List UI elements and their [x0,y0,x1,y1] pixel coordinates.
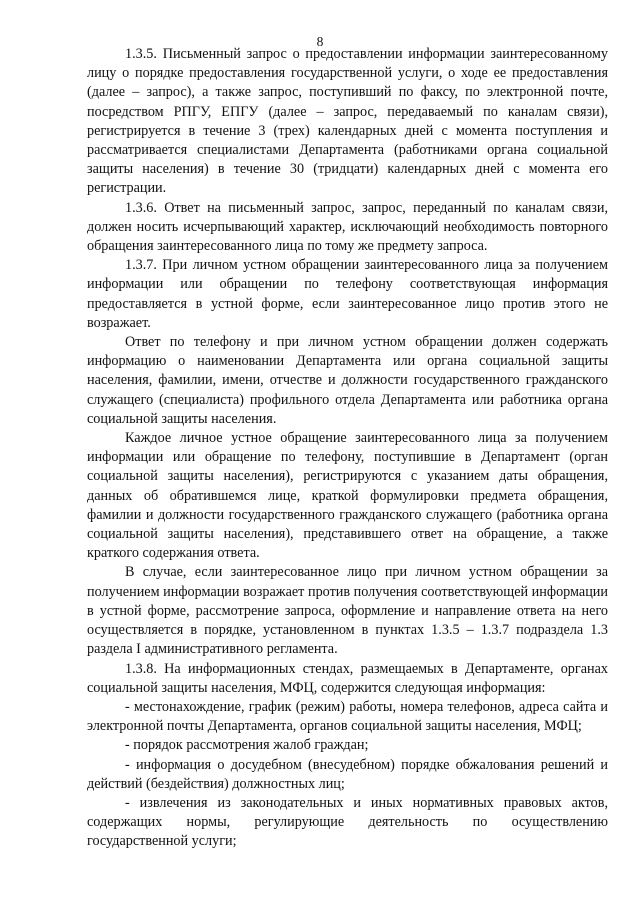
paragraph-1-3-5: 1.3.5. Письменный запрос о предоставлении информации заинтересованному лицу о порядке предоставления государственной услуги, о ходе ее предоставления (далее – запрос), а также запрос, поступивший по факсу, по электронной почте, посредством РПГУ, ЕПГУ (далее – запрос, передаваемый по каналам связи), регистрируется в течение 3 (трех) календарных дней с момента поступления и рассматривается специалистами Департамента (работниками органа социальной защиты населения) в течение 30 (тридцати) календарных дней с момента его регистрации. [87,46,608,197]
list-item-appeal: - информация о досудебном (внесудебном) порядке обжалования решений и действий (бездействия) должностных лиц; [87,756,608,792]
paragraph-1-3-6: 1.3.6. Ответ на письменный запрос, запрос, переданный по каналам связи, должен носить исчерпывающий характер, исключающий необходимость повторного обращения заинтересованного лица по тому же предмету запроса. [87,199,608,255]
page-number: 8 [316,34,324,49]
body-text [87,45,608,852]
paragraph-phone-answer: Ответ по телефону и при личном устном обращении должен содержать информацию о наименовании Департамента или органа социальной защиты населения, фамилии, имени, отчестве и должности государственного гражданского служащего (специалиста) профильного отдела Департамента или работника органа социальной защиты населения. [87,334,608,427]
list-item-location: - местонахождение, график (режим) работы, номера телефонов, адреса сайта и электронной почты Департамента, органов социальной защиты населения, МФЦ; [87,698,608,735]
list-item-complaints: - порядок рассмотрения жалоб граждан; [125,737,369,754]
paragraph-1-3-7: 1.3.7. При личном устном обращении заинтересованного лица за получением информации или обращении по телефону соответствующая информация предоставляется в устной форме, если заинтересованное лицо против этого не возражает. [87,257,608,331]
paragraph-1-3-8: 1.3.8. На информационных стендах, размещаемых в Департаменте, органах социальной защиты населения, МФЦ, содержится следующая информация: [87,660,608,696]
paragraph-objection: В случае, если заинтересованное лицо при личном устном обращении за получением информации возражает против получения соответствующей информации в устной форме, рассмотрение запроса, оформление и направление ответа на него осуществляется в порядке, установленном в пунктах 1.3.5 – 1.3.7 подраздела 1.3 раздела I административного регламента. [87,564,608,658]
paragraph-registration: Каждое личное устное обращение заинтересованного лица за получением информации или обращение по телефону, поступившие в Департамент (орган социальной защиты населения), регистрируются с указанием даты обращения, данных об обратившемся лице, краткой формулировки предмета обращения, фамилии и должности государственного гражданского служащего (работника органа социальной защиты населения), представившего ответ на обращение, а также краткого содержания ответа. [87,430,608,562]
list-item-excerpts: - извлечения из законодательных и иных нормативных правовых актов, содержащих нормы, регулирующие деятельность по осуществлению государственной услуги; [87,794,608,850]
